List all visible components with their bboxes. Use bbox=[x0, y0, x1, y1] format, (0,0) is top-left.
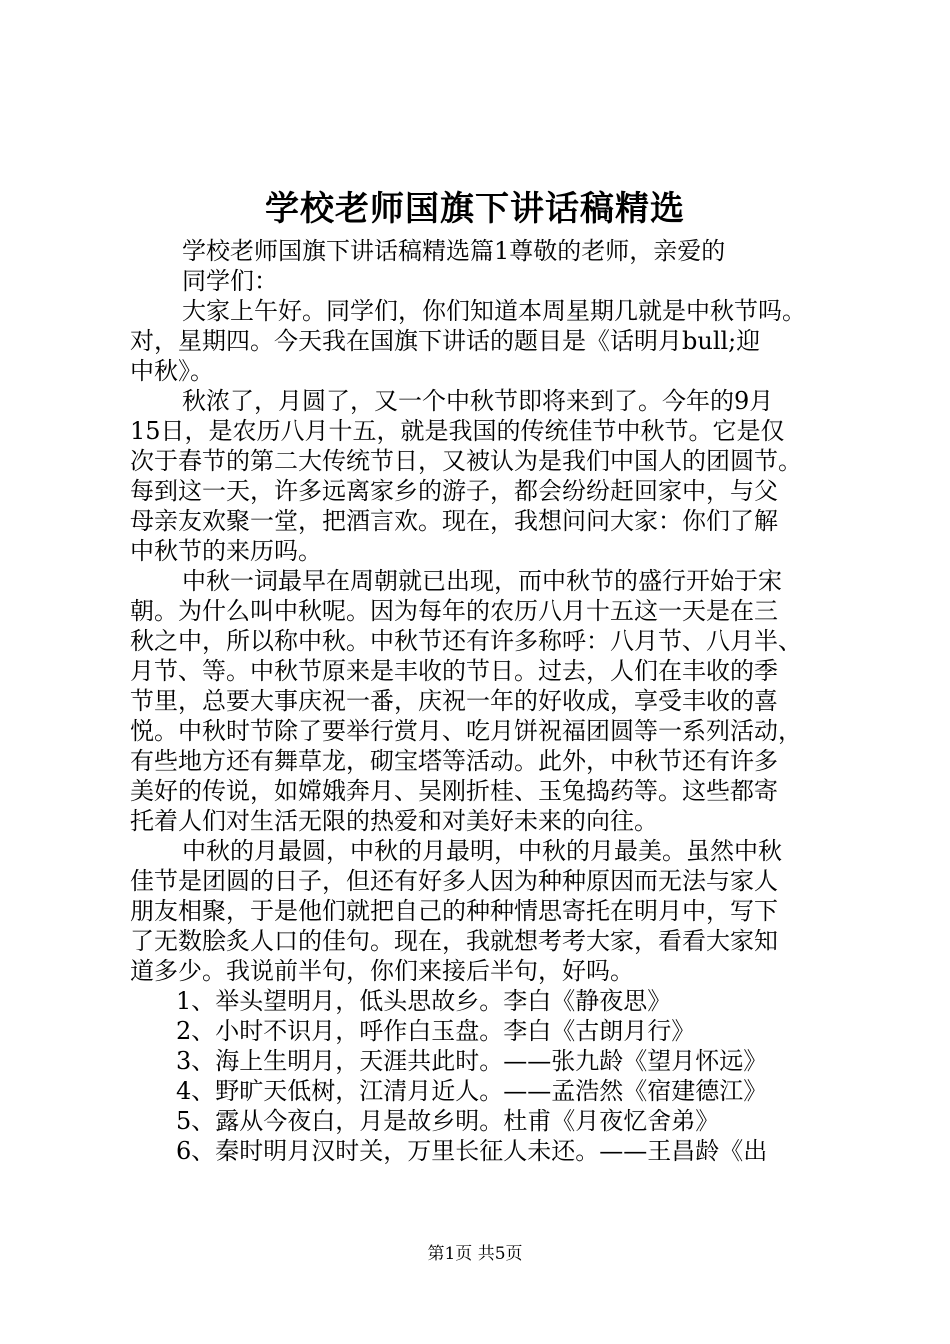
paragraph-line: 托着人们对生活无限的热爱和对美好未来的向往。 bbox=[130, 807, 658, 835]
poem-list-item: 6、秦时明月汉时关，万里长征人未还。——王昌龄《出 bbox=[176, 1137, 768, 1165]
paragraph-line: 佳节是团圆的日子，但还有好多人因为种种原因而无法与家人 bbox=[130, 867, 778, 895]
paragraph-line: 大家上午好。同学们，你们知道本周星期几就是中秋节吗。 bbox=[182, 297, 806, 325]
poem-list-item: 5、露从今夜白，月是故乡明。杜甫《月夜忆舍弟》 bbox=[176, 1107, 720, 1135]
poem-list-item: 4、野旷天低树，江清月近人。——孟浩然《宿建德江》 bbox=[176, 1077, 768, 1105]
paragraph-line: 中秋》。 bbox=[130, 357, 214, 385]
paragraph-line: 学校老师国旗下讲话稿精选篇1尊敬的老师，亲爱的 bbox=[182, 237, 726, 265]
paragraph-line: 母亲友欢聚一堂，把酒言欢。现在，我想问问大家：你们了解 bbox=[130, 507, 778, 535]
paragraph-line: 同学们： bbox=[182, 267, 278, 295]
paragraph-line: 朝。为什么叫中秋呢。因为每年的农历八月十五这一天是在三 bbox=[130, 597, 778, 625]
paragraph-line: 悦。中秋时节除了要举行赏月、吃月饼祝福团圆等一系列活动， bbox=[130, 717, 802, 745]
page-number-footer: 第1页 共5页 bbox=[427, 1244, 523, 1264]
paragraph-line: 朋友相聚，于是他们就把自己的种种情思寄托在明月中，写下 bbox=[130, 897, 778, 925]
paragraph-line: 美好的传说，如嫦娥奔月、吴刚折桂、玉兔捣药等。这些都寄 bbox=[130, 777, 778, 805]
paragraph-line: 道多少。我说前半句，你们来接后半句，好吗。 bbox=[130, 957, 634, 985]
paragraph-line: 中秋节的来历吗。 bbox=[130, 537, 322, 565]
paragraph-line: 每到这一天，许多远离家乡的游子，都会纷纷赶回家中，与父 bbox=[130, 477, 778, 505]
paragraph-line: 次于春节的第二大传统节日，又被认为是我们中国人的团圆节。 bbox=[130, 447, 802, 475]
paragraph-line: 秋之中，所以称中秋。中秋节还有许多称呼：八月节、八月半、 bbox=[130, 627, 802, 655]
paragraph-line: 节里，总要大事庆祝一番，庆祝一年的好收成，享受丰收的喜 bbox=[130, 687, 778, 715]
paragraph-line: 对，星期四。今天我在国旗下讲话的题目是《话明月bull;迎 bbox=[130, 327, 761, 355]
paragraph-line: 中秋一词最早在周朝就已出现，而中秋节的盛行开始于宋 bbox=[182, 567, 782, 595]
document-body bbox=[130, 236, 860, 1166]
poem-list-item: 3、海上生明月，天涯共此时。——张九龄《望月怀远》 bbox=[176, 1047, 768, 1075]
document-title: 学校老师国旗下讲话稿精选 bbox=[265, 189, 685, 229]
paragraph-line: 秋浓了，月圆了，又一个中秋节即将来到了。今年的9月 bbox=[182, 387, 774, 415]
paragraph-line: 15日，是农历八月十五，就是我国的传统佳节中秋节。它是仅 bbox=[130, 417, 785, 445]
paragraph-line: 月节、等。中秋节原来是丰收的节日。过去，人们在丰收的季 bbox=[130, 657, 778, 685]
poem-list-item: 2、小时不识月，呼作白玉盘。李白《古朗月行》 bbox=[176, 1017, 696, 1045]
paragraph-line: 有些地方还有舞草龙，砌宝塔等活动。此外，中秋节还有许多 bbox=[130, 747, 778, 775]
paragraph-line: 中秋的月最圆，中秋的月最明，中秋的月最美。虽然中秋 bbox=[182, 837, 782, 865]
poem-list-item: 1、举头望明月，低头思故乡。李白《静夜思》 bbox=[176, 987, 672, 1015]
paragraph-line: 了无数脍炙人口的佳句。现在，我就想考考大家，看看大家知 bbox=[130, 927, 778, 955]
